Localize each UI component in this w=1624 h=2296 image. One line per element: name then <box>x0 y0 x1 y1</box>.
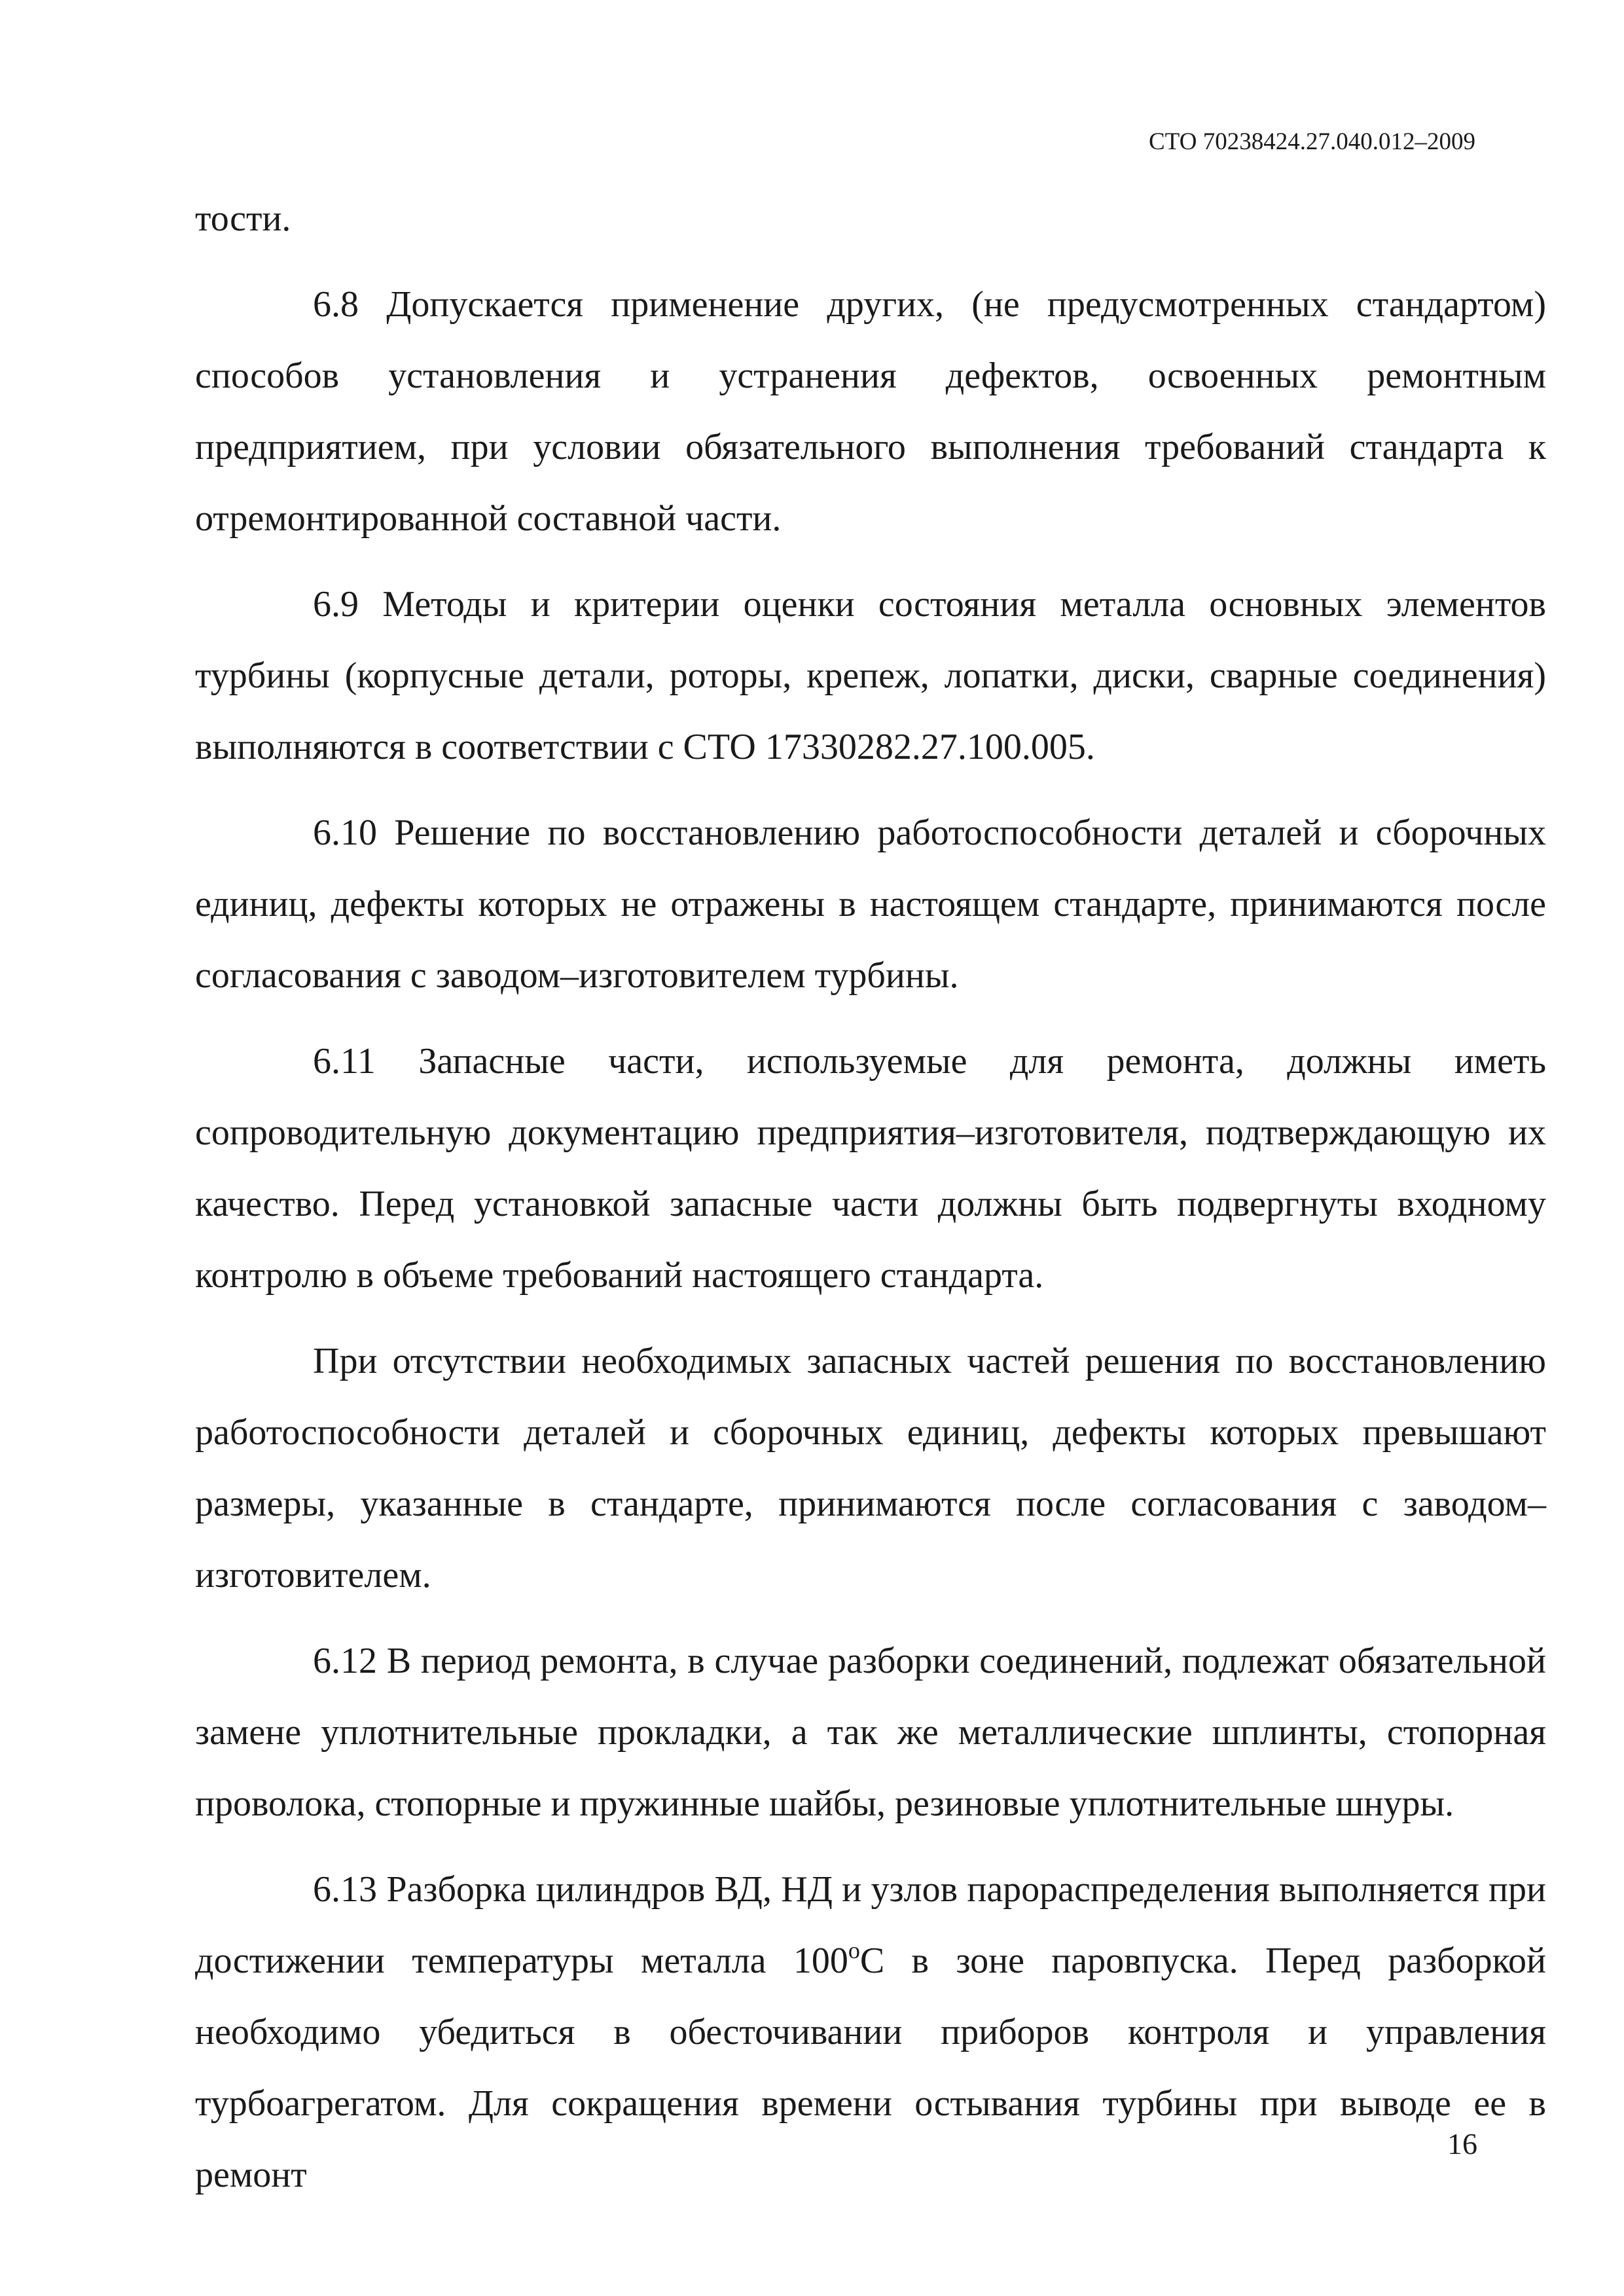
paragraph-6-12: 6.12 В период ремонта, в случае разборки соединений, подлежат обязательной замене уплотнительные прокладки, а так же металлические шплинты, стопорная проволока, стопорные и пружинные шайбы, резиновые уплотнительные шнуры. <box>195 1641 1546 1824</box>
paragraph-6-8: 6.8 Допускается применение других, (не предусмотренных стандартом) способов установления и устранения дефектов, освоенных ремонтным предприятием, при условии обязательного выполнения требований стандарта к отремонтированной составной части. <box>195 284 1546 539</box>
page-number: 16 <box>1447 2127 1477 2160</box>
document-body <box>195 183 1546 2225</box>
paragraph-6-11: 6.11 Запасные части, используемые для ремонта, должны иметь сопроводительную документацию предприятия–изготовителя, подтверждающую их качество. Перед установкой запасные части должны быть подвергнуты входному контролю в объеме требований настоящего стандарта. <box>195 1041 1546 1296</box>
paragraph-6-13-part1: 6.13 Разборка цилиндров ВД, НД и узлов парораспределения выполняется при достижении температуры металла 100 <box>195 1869 1546 1981</box>
paragraph-continuation: тости. <box>195 198 291 239</box>
paragraph-6-13-part2: С в зоне паровпуска. Перед разборкой необходимо убедиться в обесточивании приборов контроля и управления турбоагрегатом. Для сокращения времени остывания турбины при выводе ее в ремонт <box>195 1941 1547 2195</box>
document-code-header: СТО 70238424.27.040.012–2009 <box>1148 128 1475 155</box>
paragraph-6-13 <box>195 1854 1546 2211</box>
degree-superscript: о <box>848 1937 860 1963</box>
paragraph-6-9: 6.9 Методы и критерии оценки состояния металла основных элементов турбины (корпусные детали, роторы, крепеж, лопатки, диски, сварные соединения) выполняются в соответствии с СТО 17330282.27.100.005. <box>195 584 1546 767</box>
paragraph-spare-parts: При отсутствии необходимых запасных частей решения по восстановлению работоспособности деталей и сборочных единиц, дефекты которых превышают размеры, указанные в стандарте, принимаются после согласования с заводом–изготовителем. <box>195 1341 1546 1595</box>
paragraph-6-10: 6.10 Решение по восстановлению работоспособности деталей и сборочных единиц, дефекты которых не отражены в настоящем стандарте, принимаются после согласования с заводом–изготовителем турбины. <box>195 812 1546 996</box>
